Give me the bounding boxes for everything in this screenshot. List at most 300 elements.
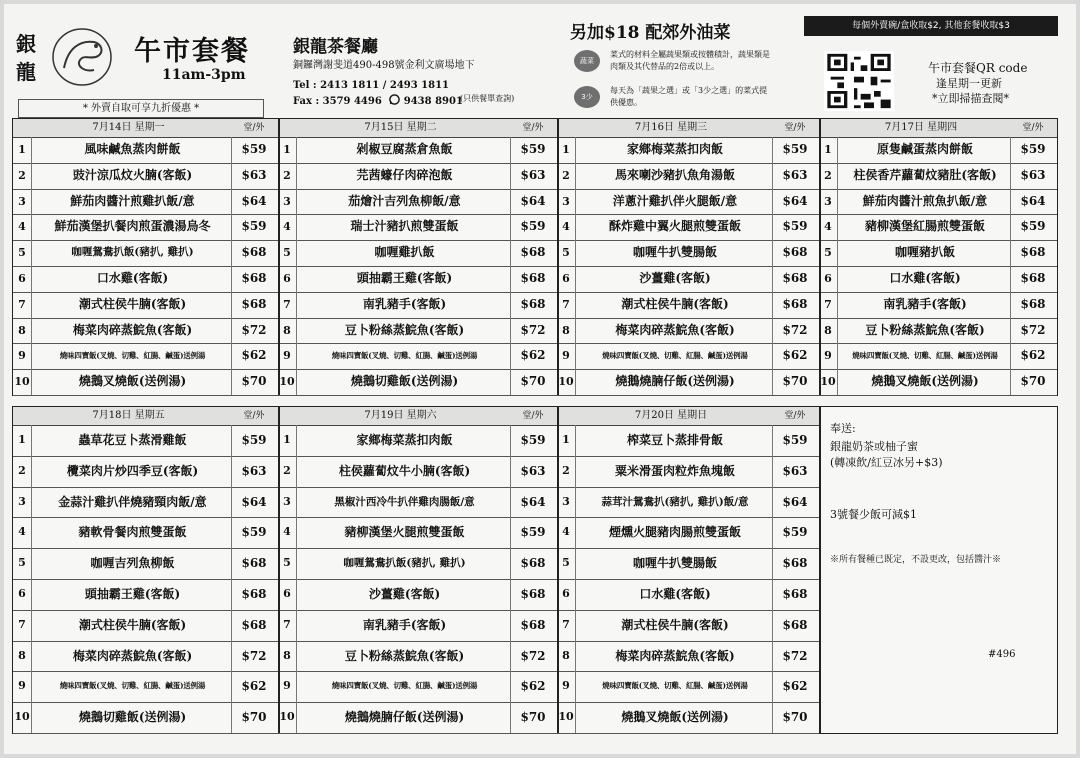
menu-item-row [13, 137, 278, 164]
menu-item-row [13, 456, 278, 488]
menu-item-row [278, 137, 557, 164]
dish-name: 鮮茄肉醬汁煎魚扒飯/意 [862, 193, 988, 208]
dish-price: $72 [510, 318, 555, 344]
item-number: 4 [13, 214, 32, 240]
dish-name: 燒鵝燒腩仔飯(送例湯) [615, 374, 735, 389]
dish-price: $63 [1010, 163, 1055, 189]
three-less-icon: 3少 [574, 86, 600, 108]
dish-name: 鮮茄肉醬汁煎雞扒飯/意 [70, 193, 195, 208]
dish-price: $68 [510, 266, 555, 292]
dish-name: 金蒜汁雞扒伴燒豬頸肉飯/意 [58, 494, 207, 509]
menu-item-row [278, 517, 557, 549]
dish-price: $68 [510, 548, 555, 579]
dish-price: $63 [510, 163, 555, 189]
three-less-text: 每天為「蔬果之選」或「3少之選」的菜式提供優惠。 [610, 86, 768, 107]
dish-price: $68 [510, 610, 555, 641]
item-number: 3 [819, 189, 838, 215]
dish-price: $68 [772, 240, 817, 266]
dish-name: 頭抽霸王雞(客飯) [84, 587, 181, 601]
menu-item-row [13, 163, 278, 190]
item-number: 4 [278, 517, 297, 548]
dish-price: $70 [510, 702, 555, 733]
logo-char-1: 銀 [16, 32, 36, 56]
menu-item-row [278, 425, 557, 457]
menu-item-row [278, 671, 557, 703]
dish-name: 咖喱牛扒雙腸飯 [632, 245, 717, 260]
item-number: 1 [278, 137, 297, 163]
dish-price: $63 [772, 456, 817, 487]
dish-name: 燒味四寶飯(叉燒、切雞、紅腸、鹹蛋)送例湯 [602, 351, 748, 361]
menu-item-row [557, 487, 819, 519]
dish-name: 馬來喇沙豬扒魚角湯飯 [614, 167, 735, 182]
item-number: 2 [13, 456, 32, 487]
item-number: 6 [278, 579, 297, 610]
item-number: 9 [557, 343, 576, 369]
item-number: 7 [557, 292, 576, 318]
dish-name: 風味鹹魚蒸肉餅飯 [84, 142, 181, 156]
dish-name: 潮式柱侯牛腩(客飯) [78, 617, 187, 632]
day-date: 7月20日 星期日 [634, 410, 708, 421]
less-rice-note: 3號餐少飯可減$1 [830, 508, 917, 521]
item-number: 10 [278, 702, 297, 733]
dish-price: $72 [510, 641, 555, 672]
dish-price: $59 [1010, 214, 1055, 240]
menu-item-row [819, 214, 1057, 241]
menu-item-row [278, 189, 557, 216]
dish-name: 梅菜肉碎蒸鯇魚(客飯) [615, 322, 735, 337]
dish-name: 燒味四寶飯(叉燒、切雞、紅腸、鹹蛋)送例湯 [602, 681, 748, 691]
dish-name: 燒味四寶飯(叉燒、切雞、紅腸、鹹蛋)送例湯 [852, 351, 998, 361]
dish-name: 南乳豬手(客飯) [883, 296, 967, 311]
dish-name: 剁椒豆腐蒸倉魚飯 [356, 142, 453, 156]
dish-price: $68 [510, 579, 555, 610]
dish-name: 豆卜粉絲蒸鯇魚(客飯) [344, 648, 465, 663]
dish-name: 燒鵝切雞飯(送例湯) [350, 374, 459, 389]
menu-item-row [557, 266, 819, 293]
dish-name: 燒鵝叉燒飯(送例湯) [871, 374, 979, 389]
restaurant-tel: Tel : 2413 1811 / 2493 1811 [293, 80, 450, 91]
item-number: 8 [13, 318, 32, 344]
item-number: 1 [13, 137, 32, 163]
menu-item-row [13, 425, 278, 457]
dish-name: 洋蔥汁雞扒伴火腿飯/意 [612, 193, 738, 208]
dish-price: $62 [1010, 343, 1055, 369]
menu-item-row [13, 610, 278, 642]
menu-item-row [13, 189, 278, 216]
day-header [13, 407, 278, 426]
dine-takeaway-tag: 堂/外 [243, 123, 265, 133]
menu-item-row [278, 641, 557, 673]
item-number: 4 [13, 517, 32, 548]
dish-price: $59 [231, 214, 276, 240]
three-less-info [574, 84, 768, 114]
item-number: 2 [819, 163, 838, 189]
menu-item-row [819, 292, 1057, 319]
dish-name: 梅菜肉碎蒸鯇魚(客飯) [615, 648, 735, 663]
item-number: 4 [278, 214, 297, 240]
dish-price: $68 [772, 610, 817, 641]
dish-name: 頭抽霸王雞(客飯) [356, 271, 453, 285]
dish-name: 芫茜蠔仔肉碎泡飯 [356, 167, 453, 182]
dish-price: $70 [231, 369, 276, 395]
menu-item-row [278, 702, 557, 734]
dish-price: $62 [772, 671, 817, 702]
item-number: 6 [278, 266, 297, 292]
veg-choice-info [574, 48, 770, 78]
item-number: 6 [557, 579, 576, 610]
menu-item-row [557, 548, 819, 580]
menu-item-row [557, 456, 819, 488]
menu-grid-week1 [12, 118, 1058, 396]
day-header [557, 119, 819, 138]
item-number: 5 [13, 240, 32, 266]
container-charge-note: 每個外賣碗/盒收取$2, 其他套餐收取$3 [804, 16, 1058, 36]
addon-vegetable-offer: 另加$18 配郊外油菜 [570, 23, 731, 43]
dish-name: 瑞士汁豬扒煎雙蛋飯 [350, 219, 459, 234]
day-header [278, 407, 557, 426]
dish-name: 欖菜肉片炒四季豆(客飯) [66, 463, 199, 478]
restaurant-fax [293, 94, 463, 107]
dish-price: $68 [231, 548, 276, 579]
item-number: 2 [278, 163, 297, 189]
dine-takeaway-tag: 堂/外 [784, 123, 806, 133]
menu-enquiry-note: (只供餐單查詢) [460, 94, 515, 103]
dish-name: 燒鵝切雞飯(送例湯) [78, 710, 187, 725]
item-number: 1 [819, 137, 838, 163]
menu-item-row [278, 266, 557, 293]
day-column [819, 119, 1057, 395]
item-number: 1 [557, 137, 576, 163]
dish-name: 口水雞(客飯) [96, 271, 169, 285]
day-column [557, 407, 819, 733]
no-changes-note: ※所有餐種已既定，不設更改，包括醬汁※ [830, 555, 1002, 565]
takeaway-discount: * 外賣自取可享九折優惠 * [18, 99, 264, 118]
dine-takeaway-tag: 堂/外 [522, 123, 544, 133]
dish-name: 咖喱鴛鴦扒飯(豬扒, 雞扒) [71, 246, 194, 259]
dish-price: $68 [510, 240, 555, 266]
menu-item-row [557, 292, 819, 319]
dine-takeaway-tag: 堂/外 [243, 411, 265, 421]
day-header [278, 119, 557, 138]
dish-price: $63 [231, 456, 276, 487]
dish-price: $68 [231, 292, 276, 318]
dish-price: $64 [510, 487, 555, 518]
day-date: 7月15日 星期二 [364, 122, 437, 133]
dish-name: 梅菜肉碎蒸鯇魚(客飯) [72, 322, 193, 337]
item-number: 9 [278, 343, 297, 369]
dish-price: $59 [510, 517, 555, 548]
dish-name: 潮式柱侯牛腩(客飯) [621, 296, 729, 311]
dish-name: 家鄉梅菜蒸扣肉飯 [356, 433, 453, 447]
dish-price: $59 [510, 137, 555, 163]
dish-price: $62 [231, 671, 276, 702]
item-number: 10 [278, 369, 297, 395]
dish-name: 柱侯香芹蘿蔔炆豬肚(客飯) [853, 167, 997, 182]
item-number: 10 [557, 369, 576, 395]
day-column [557, 119, 819, 395]
dish-name: 豉汁涼瓜炆火腩(客飯) [72, 167, 193, 182]
column-divider [557, 407, 559, 733]
item-number: 7 [13, 292, 32, 318]
dish-name: 豬軟骨餐肉煎雙蛋飯 [78, 525, 187, 540]
dish-name: 咖喱豬扒飯 [894, 245, 955, 260]
dish-price: $68 [231, 240, 276, 266]
day-column [13, 407, 278, 733]
menu-item-row [819, 137, 1057, 164]
menu-item-row [819, 163, 1057, 190]
dish-price: $68 [231, 579, 276, 610]
item-number: 2 [278, 456, 297, 487]
dish-name: 口水雞(客飯) [889, 271, 961, 285]
item-number: 6 [13, 579, 32, 610]
dish-price: $63 [231, 163, 276, 189]
dish-price: $63 [510, 456, 555, 487]
dish-price: $59 [1010, 137, 1055, 163]
menu-item-row [278, 214, 557, 241]
menu-item-row [13, 702, 278, 734]
menu-item-row [278, 487, 557, 519]
menu-item-row [557, 641, 819, 673]
veg-choice-text: 菜式的材料全屬蔬果類或按體積計，蔬果類是肉類及其代替品的2倍或以上。 [610, 50, 770, 71]
dish-name: 粟米滑蛋肉粒炸魚塊飯 [614, 463, 735, 478]
dish-price: $68 [772, 579, 817, 610]
dish-price: $62 [510, 671, 555, 702]
dish-price: $64 [772, 189, 817, 215]
dish-price: $72 [1010, 318, 1055, 344]
dish-price: $64 [231, 189, 276, 215]
whatsapp-number: 9438 8901 [403, 96, 463, 107]
menu-item-row [819, 266, 1057, 293]
dine-takeaway-tag: 堂/外 [1022, 123, 1044, 133]
item-number: 6 [819, 266, 838, 292]
item-number: 10 [557, 702, 576, 733]
gift-drink: 銀龍奶茶或柚子蜜 [830, 440, 918, 453]
menu-item-row [557, 610, 819, 642]
item-number: 1 [278, 425, 297, 456]
dish-name: 酥炸雞中翼火腿煎雙蛋飯 [608, 219, 741, 234]
item-number: 10 [13, 369, 32, 395]
day-column [278, 407, 557, 733]
restaurant-address: 銅鑼灣謝斐道490-498號金利文廣場地下 [293, 60, 475, 71]
item-number: 8 [819, 318, 838, 344]
day-date: 7月18日 星期五 [92, 410, 165, 421]
qr-update-note: 逢星期一更新 [936, 77, 1002, 90]
menu-item-row [819, 318, 1057, 345]
dish-price: $62 [510, 343, 555, 369]
day-date: 7月16日 星期三 [634, 122, 708, 133]
dish-price: $68 [510, 292, 555, 318]
dish-price: $59 [231, 517, 276, 548]
day-column [278, 119, 557, 395]
dish-name: 咖喱雞扒飯 [374, 245, 435, 260]
dish-price: $59 [772, 425, 817, 456]
menu-item-row [13, 487, 278, 519]
item-number: 9 [13, 343, 32, 369]
menu-item-row [13, 343, 278, 370]
dish-name: 蒜茸汁鴛鴦扒(豬扒, 雞扒)飯/意 [601, 495, 749, 508]
menu-item-row [557, 671, 819, 703]
menu-sheet [4, 4, 1076, 754]
gift-title: 奉送: [830, 422, 856, 435]
dish-name: 潮式柱侯牛腩(客飯) [621, 617, 729, 632]
menu-item-row [13, 671, 278, 703]
menu-item-row [13, 318, 278, 345]
menu-item-row [13, 292, 278, 319]
item-number: 1 [557, 425, 576, 456]
notes-panel [816, 408, 1056, 730]
item-number: 5 [13, 548, 32, 579]
dish-name: 黑椒汁西冷牛扒伴雞肉腸飯/意 [334, 495, 475, 508]
dish-price: $68 [231, 266, 276, 292]
item-number: 3 [278, 487, 297, 518]
item-number: 4 [819, 214, 838, 240]
item-number: 5 [819, 240, 838, 266]
menu-item-row [278, 318, 557, 345]
item-number: 2 [557, 456, 576, 487]
menu-item-row [13, 240, 278, 267]
dish-price: $72 [772, 641, 817, 672]
dish-price: $62 [772, 343, 817, 369]
menu-item-row [278, 456, 557, 488]
menu-item-row [819, 240, 1057, 267]
dish-name: 豆卜粉絲蒸鯇魚(客飯) [344, 322, 465, 337]
menu-item-row [13, 214, 278, 241]
column-divider [278, 119, 280, 395]
item-number: 3 [557, 189, 576, 215]
dish-price: $59 [510, 214, 555, 240]
item-number: 10 [13, 702, 32, 733]
day-header [13, 119, 278, 138]
dish-price: $59 [510, 425, 555, 456]
day-column [13, 119, 278, 395]
dish-name: 南乳豬手(客飯) [362, 296, 447, 311]
item-number: 4 [557, 517, 576, 548]
qr-code-icon [824, 51, 894, 111]
dish-price: $70 [1010, 369, 1055, 395]
dish-name: 咖喱牛扒雙腸飯 [632, 556, 717, 571]
day-header [819, 119, 1057, 138]
item-number: 8 [278, 318, 297, 344]
dine-takeaway-tag: 堂/外 [784, 411, 806, 421]
dish-price: $63 [772, 163, 817, 189]
dish-price: $68 [772, 548, 817, 579]
whatsapp-icon [389, 94, 400, 105]
dish-price: $68 [772, 266, 817, 292]
dish-price: $59 [231, 137, 276, 163]
dish-name: 燒鵝叉燒飯(送例湯) [78, 374, 187, 389]
column-divider [819, 119, 821, 395]
dish-name: 咖喱吉列魚柳飯 [90, 556, 175, 571]
item-number: 9 [13, 671, 32, 702]
dish-name: 燒味四寶飯(叉燒、切雞、紅腸、鹹蛋)送例湯 [331, 681, 478, 691]
menu-code: #496 [988, 649, 1016, 660]
day-header [557, 407, 819, 426]
menu-item-row [557, 702, 819, 734]
dish-name: 燒鵝叉燒飯(送例湯) [621, 710, 729, 725]
item-number: 5 [557, 548, 576, 579]
menu-item-row [557, 318, 819, 345]
item-number: 7 [278, 610, 297, 641]
menu-item-row [278, 548, 557, 580]
dish-name: 蟲草花豆卜蒸滑雞飯 [78, 433, 187, 447]
dish-name: 口水雞(客飯) [639, 587, 711, 601]
dish-price: $64 [772, 487, 817, 518]
item-number: 10 [819, 369, 838, 395]
item-number: 3 [13, 189, 32, 215]
item-number: 9 [819, 343, 838, 369]
dish-name: 燒鵝燒腩仔飯(送例湯) [344, 710, 465, 725]
menu-item-row [557, 214, 819, 241]
dish-name: 鮮茄漢堡扒餐肉煎蛋濃湯烏冬 [54, 219, 211, 234]
dish-name: 梅菜肉碎蒸鯇魚(客飯) [72, 648, 193, 663]
item-number: 8 [13, 641, 32, 672]
item-number: 9 [278, 671, 297, 702]
dish-price: $70 [510, 369, 555, 395]
menu-item-row [13, 548, 278, 580]
dish-price: $68 [1010, 266, 1055, 292]
item-number: 7 [819, 292, 838, 318]
dish-price: $64 [510, 189, 555, 215]
qr-title: 午市套餐QR code [928, 61, 1028, 75]
dish-name: 潮式柱侯牛腩(客飯) [78, 296, 187, 311]
dish-price: $72 [231, 641, 276, 672]
item-number: 8 [278, 641, 297, 672]
item-number: 5 [557, 240, 576, 266]
dish-price: $62 [231, 343, 276, 369]
dish-name: 豆卜粉絲蒸鯇魚(客飯) [865, 322, 985, 337]
menu-item-row [557, 369, 819, 396]
qr-scan-note: *立即掃描查閱* [932, 92, 1009, 105]
menu-item-row [278, 163, 557, 190]
menu-item-row [278, 292, 557, 319]
menu-item-row [557, 425, 819, 457]
dish-name: 豬柳漢堡火腿煎雙蛋飯 [344, 525, 465, 540]
item-number: 1 [13, 425, 32, 456]
dish-name: 榨菜豆卜蒸排骨飯 [626, 433, 723, 447]
dragon-emblem-icon [50, 26, 114, 88]
item-number: 9 [557, 671, 576, 702]
item-number: 7 [278, 292, 297, 318]
menu-item-row [557, 240, 819, 267]
dish-price: $68 [1010, 240, 1055, 266]
menu-item-row [557, 163, 819, 190]
item-number: 3 [278, 189, 297, 215]
dish-name: 咖喱鴛鴦扒飯(豬扒, 雞扒) [343, 557, 466, 570]
dish-price: $70 [231, 702, 276, 733]
item-number: 8 [557, 318, 576, 344]
menu-item-row [278, 369, 557, 396]
item-number: 6 [557, 266, 576, 292]
dish-price: $70 [772, 369, 817, 395]
menu-item-row [278, 343, 557, 370]
menu-item-row [13, 579, 278, 611]
item-number: 3 [557, 487, 576, 518]
menu-item-row [557, 517, 819, 549]
dish-price: $59 [772, 517, 817, 548]
dish-name: 燒味四寶飯(叉燒、切雞、紅腸、鹹蛋)送例湯 [331, 351, 478, 361]
dish-name: 燒味四寶飯(叉燒、切雞、紅腸、鹹蛋)送例湯 [59, 351, 206, 361]
item-number: 7 [13, 610, 32, 641]
dish-price: $64 [231, 487, 276, 518]
menu-item-row [278, 579, 557, 611]
menu-item-row [13, 369, 278, 396]
item-number: 2 [13, 163, 32, 189]
dish-price: $68 [1010, 292, 1055, 318]
dish-price: $59 [231, 425, 276, 456]
menu-item-row [557, 137, 819, 164]
menu-item-row [819, 369, 1057, 396]
dish-price: $64 [1010, 189, 1055, 215]
